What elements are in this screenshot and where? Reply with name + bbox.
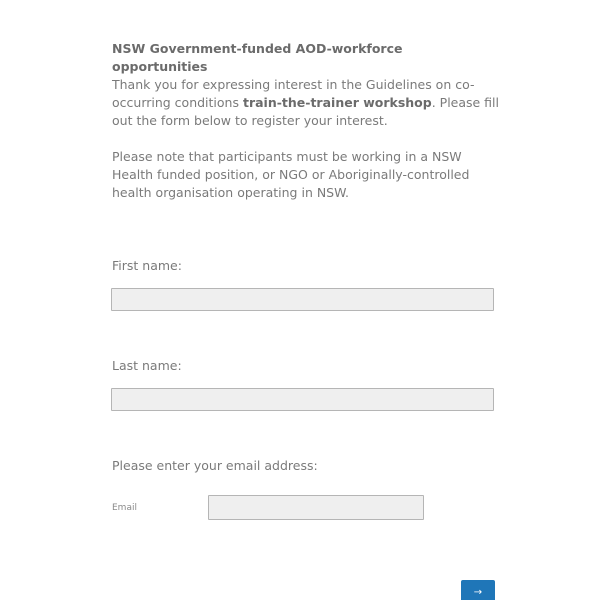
submit-button[interactable] (461, 580, 495, 600)
first-name-label: First name: (112, 258, 182, 273)
email-field[interactable] (208, 495, 424, 520)
intro-text-end: . Please fill out the form below to register your interest. (112, 95, 500, 128)
intro-text-start: Thank you for expressing interest in the Guidelines on co-occurring conditions (112, 77, 475, 110)
eligibility-note: Please note that participants must be working in a NSW Health funded position, or NGO or Aboriginally-controlled health organisation operating in NSW. (112, 149, 470, 200)
last-name-input[interactable] (111, 388, 494, 411)
first-name-input[interactable] (111, 288, 494, 311)
email-field-label: Email (112, 503, 137, 513)
intro-paragraph (112, 76, 502, 130)
email-question-label: Please enter your email address: (112, 458, 318, 473)
arrow-right-icon: → (473, 586, 483, 598)
form-heading: NSW Government-funded AOD-workforce opportunities (112, 41, 403, 74)
last-name-label: Last name: (112, 358, 182, 373)
intro-text-bold: train-the-trainer workshop (242, 95, 432, 110)
